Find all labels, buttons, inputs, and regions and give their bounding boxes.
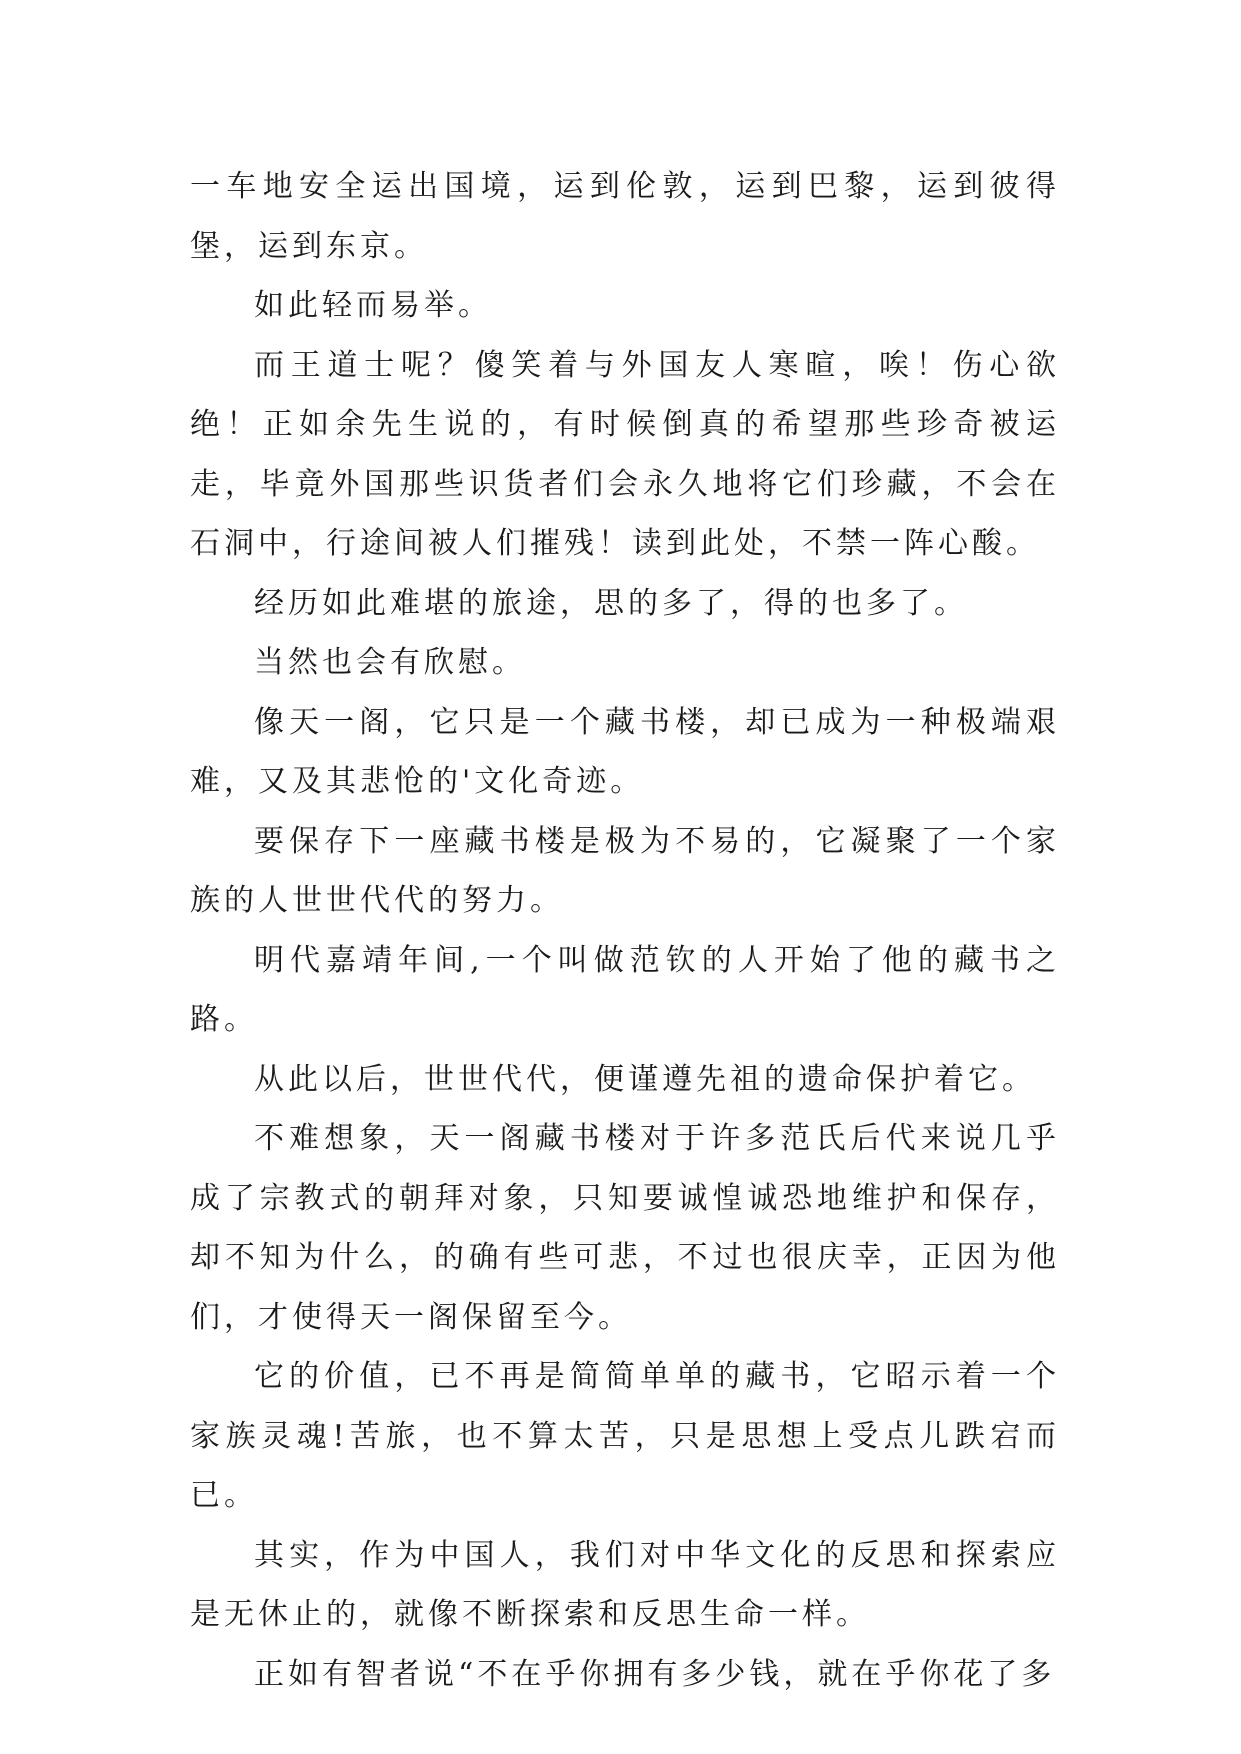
paragraph: 从此以后，世世代代，便谨遵先祖的遗命保护着它。 [254,1061,1036,1097]
paragraph: 要保存下一座藏书楼是极为不易的，它凝聚了一个家族的人世世代代的努力。 [190,823,1060,918]
paragraph: 而王道士呢？傻笑着与外国友人寒暄，唉！伤心欲绝！正如余先生说的，有时候倒真的希望那些珍奇被运走，毕竟外国那些识货者们会永久地将它们珍藏，不会在石洞中，行途间被人们摧残！读到此处，不禁一阵心酸。 [190,347,1060,561]
paragraph: 其实，作为中国人，我们对中华文化的反思和探索应是无休止的，就像不断探索和反思生命一样。 [190,1537,1060,1632]
document-body [190,157,1060,1704]
paragraph: 经历如此难堪的旅途，思的多了，得的也多了。 [254,585,968,621]
paragraph: 它的价值，已不再是简简单单的藏书，它昭示着一个家族灵魂!苦旅，也不算太苦，只是思想上受点儿跌宕而已。 [190,1359,1060,1513]
paragraph: 明代嘉靖年间,一个叫做范钦的人开始了他的藏书之路。 [190,942,1060,1037]
paragraph: 如此轻而易举。 [254,288,492,323]
paragraph: 正如有智者说“不在乎你拥有多少钱，就在乎你花了多 [254,1656,1056,1692]
paragraph: 一车地安全运出国境，运到伦敦，运到巴黎，运到彼得堡，运到东京。 [190,169,1060,264]
paragraph: 当然也会有欣慰。 [254,645,526,680]
paragraph: 不难想象，天一阁藏书楼对于许多范氏后代来说几乎成了宗教式的朝拜对象，只知要诚惶诚恐地维护和保存，却不知为什么，的确有些可悲，不过也很庆幸，正因为他们，才使得天一阁保留至今。 [190,1121,1060,1335]
paragraph: 像天一阁，它只是一个藏书楼，却已成为一种极端艰难，又及其悲怆的'文化奇迹。 [190,704,1060,799]
